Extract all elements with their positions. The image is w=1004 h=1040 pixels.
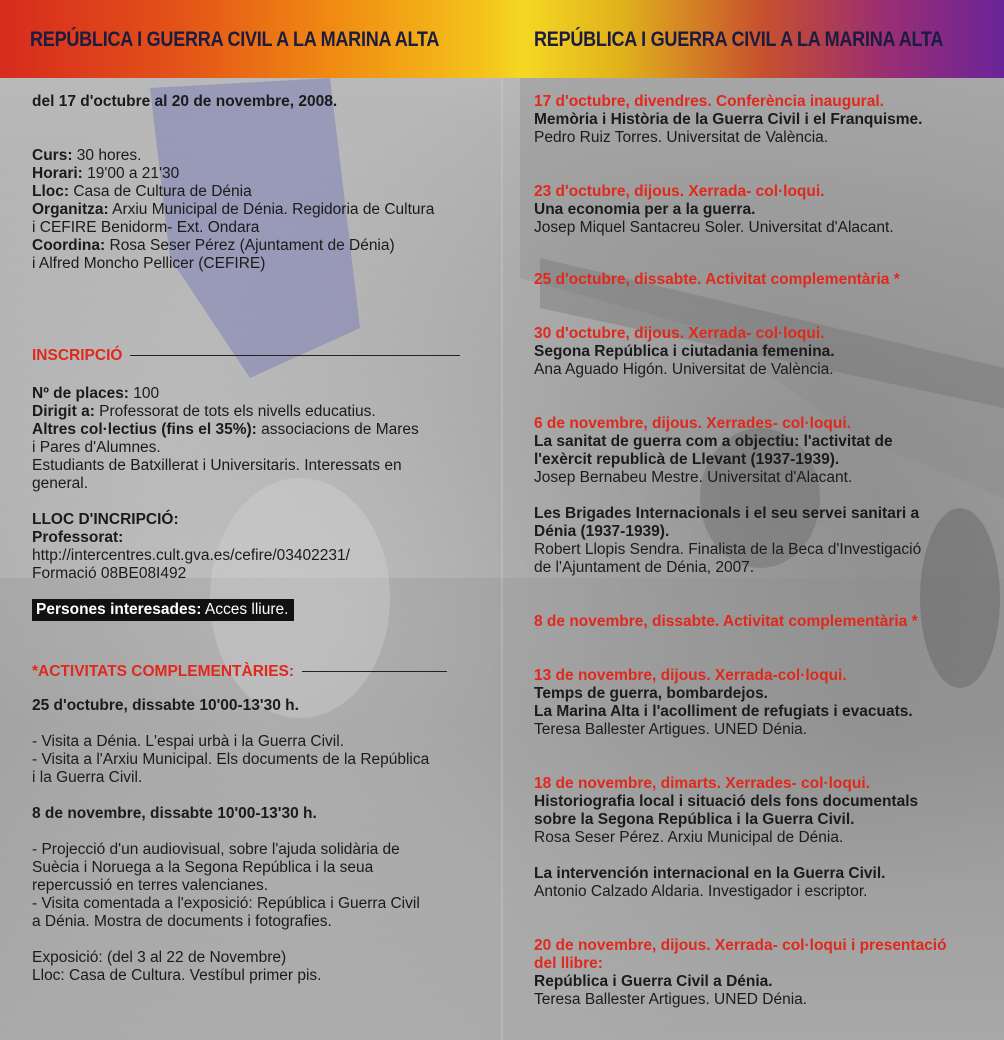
professorat-label: Professorat: (32, 529, 124, 546)
course-info: Curs: 30 hores. Horari: 19'00 a 21'30 Lloc: Casa de Cultura de Dénia Organitza: Arxiu Municipal de Dénia. Regidoria de Cultura i CEFIRE Benidorm- Ext. Ondara Coordina: Rosa Seser Pérez (Ajuntament de Dénia) i Alfred Moncho Pellicer (CEFIRE) (32, 147, 435, 272)
persones-badge-row (32, 599, 482, 621)
event-item: La intervención internacional en la Guerra Civil. Antonio Calzado Aldaria. Investigador i escriptor. (534, 865, 886, 900)
event-item: Les Brigades Internacionals i el seu servei sanitari a Dénia (1937-1939). Robert Llopis Sendra. Finalista de la Beca d'Investigació de l'Ajuntament de Dénia, 2007. (534, 505, 922, 576)
activitats-heading: *ACTIVITATS COMPLEMENTÀRIES: (32, 663, 295, 680)
event-item: 25 d'octubre, dissabte. Activitat complementària * (534, 271, 900, 288)
event-item: 30 d'octubre, dijous. Xerrada- col·loqui. Segona República i ciutadania femenina. Ana Aguado Higón. Universitat de València. (534, 325, 835, 378)
left-column (32, 93, 482, 985)
right-column (534, 93, 984, 1009)
course-dates: del 17 d'octubre al 20 de novembre, 2008. (32, 93, 338, 110)
lloc-inscripcio-heading: LLOC D'INCRIPCIÓ: (32, 511, 179, 528)
left-header-title: REPÚBLICA I GUERRA CIVIL A LA MARINA ALTA (30, 28, 440, 51)
divider (302, 671, 447, 672)
inscripcio-heading: INSCRIPCIÓ (32, 347, 123, 364)
fold-line (501, 78, 503, 1040)
inscripcio-details: Nº de places: 100 Dirigit a: Professorat de tots els nivells educatius. Altres col·lectius (fins el 35%): associacions de Mares i Pares d'Alumnes. Estudiants de Batxillerat i Universitaris. Interessats en general. (32, 385, 419, 492)
event-item: 20 de novembre, dijous. Xerrada- col·loqui i presentació del llibre: República i Guerra Civil a Dénia. Teresa Ballester Artigues. UNED Dénia. (534, 937, 947, 1008)
activity1-title: 25 d'octubre, dissabte 10'00-13'30 h. (32, 697, 299, 714)
persones-badge: Persones interesades: Acces lliure. (32, 599, 294, 621)
activity2-lines: - Projecció d'un audiovisual, sobre l'ajuda solidària de Suècia i Noruega a la Segona República i la seua repercussió en terres valencianes. - Visita comentada a l'exposició: República i Guerra Civil a Dénia. Mostra de documents i fotografies. (32, 841, 420, 930)
event-item: 17 d'octubre, divendres. Conferència inaugural. Memòria i Història de la Guerra Civil i el Franquisme. Pedro Ruiz Torres. Universitat de València. (534, 93, 923, 146)
activity1-lines: - Visita a Dénia. L'espai urbà i la Guerra Civil. - Visita a l'Arxiu Municipal. Els documents de la República i la Guerra Civil. (32, 733, 430, 786)
event-item: 8 de novembre, dissabte. Activitat complementària * (534, 613, 918, 630)
exposicio-dates: Exposició: (del 3 al 22 de Novembre) (32, 949, 287, 966)
divider (130, 355, 460, 356)
activity2-title: 8 de novembre, dissabte 10'00-13'30 h. (32, 805, 317, 822)
activitats-heading-row (32, 663, 482, 681)
exposicio-lloc: Lloc: Casa de Cultura. Vestíbul primer pis. (32, 967, 322, 984)
right-header-title: REPÚBLICA I GUERRA CIVIL A LA MARINA ALTA (534, 28, 944, 51)
event-item: 18 de novembre, dimarts. Xerrades- col·loqui. Historiografia local i situació dels fons documentals sobre la Segona República i la Guerra Civil. Rosa Seser Pérez. Arxiu Municipal de Dénia. (534, 775, 919, 846)
event-item: 6 de novembre, dijous. Xerrades- col·loqui. La sanitat de guerra com a objectiu: l'activitat de l'exèrcit republicà de Llevant (1937-1939). Josep Bernabeu Mestre. Universitat d'Alacant. (534, 415, 893, 486)
event-item: 13 de novembre, dijous. Xerrada-col·loqui. Temps de guerra, bombardejos. La Marina Alta i l'acolliment de refugiats i evacuats. Teresa Ballester Artigues. UNED Dénia. (534, 667, 913, 738)
inscripcio-heading-row (32, 347, 482, 365)
event-item: 23 d'octubre, dijous. Xerrada- col·loqui. Una economia per a la guerra. Josep Miquel Santacreu Soler. Universitat d'Alacant. (534, 183, 894, 236)
registration-url[interactable]: http://intercentres.cult.gva.es/cefire/03402231/ (32, 547, 350, 564)
formacio-code: Formació 08BE08I492 (32, 565, 187, 582)
